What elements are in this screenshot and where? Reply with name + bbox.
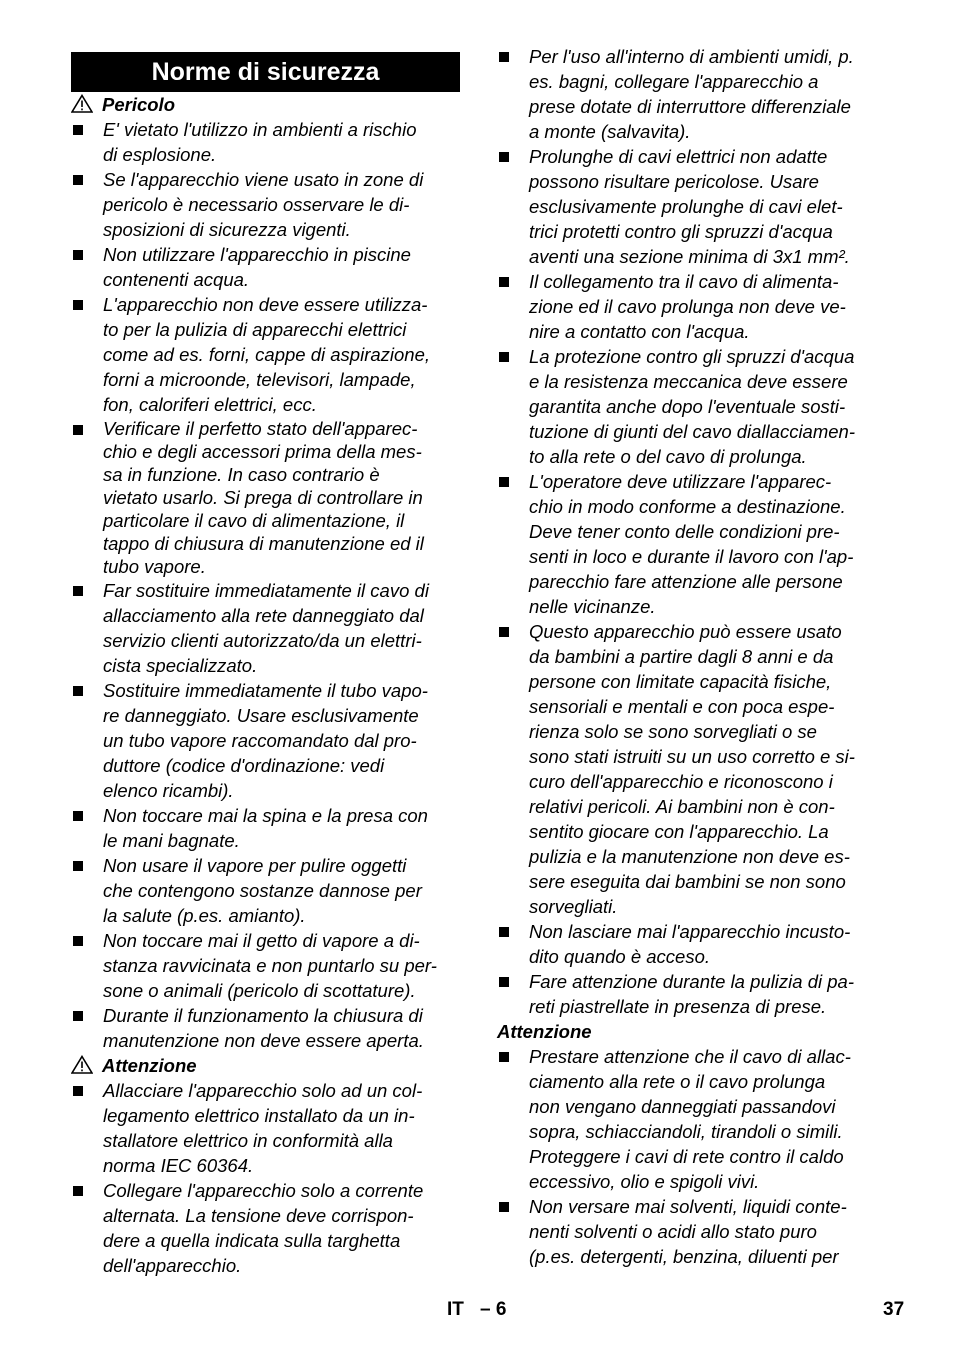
list-item-line: Verificare il perfetto stato dell'apparec- bbox=[103, 418, 418, 439]
square-bullet-icon bbox=[73, 250, 83, 260]
list-item-line: nenti solventi o acidi allo stato puro bbox=[529, 1221, 817, 1242]
list-item-line: E' vietato l'utilizzo in ambienti a rischio bbox=[103, 119, 417, 140]
list-item-line: la salute (p.es. amianto). bbox=[103, 905, 306, 926]
list-item-line: zione ed il cavo prolunga non deve ve- bbox=[529, 296, 846, 317]
list-item-line: Proteggere i cavi di rete contro il caldo bbox=[529, 1146, 844, 1167]
list-item-line: non vengano danneggiati passandovi bbox=[529, 1096, 836, 1117]
list-item-line: Per l'uso all'interno di ambienti umidi, p. bbox=[529, 46, 854, 67]
list-item bbox=[497, 144, 889, 269]
list-item-line: Durante il funzionamento la chiusura di bbox=[103, 1005, 423, 1026]
pericolo-list bbox=[71, 117, 460, 1053]
list-item bbox=[497, 1044, 889, 1194]
square-bullet-icon bbox=[499, 1202, 509, 1212]
list-item-line: e la resistenza meccanica deve essere bbox=[529, 371, 848, 392]
list-item-line: eccessivo, olio e spigoli vivi. bbox=[529, 1171, 760, 1192]
list-item-line: Prestare attenzione che il cavo di allac- bbox=[529, 1046, 851, 1067]
square-bullet-icon bbox=[73, 300, 83, 310]
warning-triangle-icon bbox=[71, 1055, 93, 1074]
list-item-line: senti in loco e durante il lavoro con l'ap- bbox=[529, 546, 854, 567]
list-item bbox=[71, 1003, 460, 1053]
list-item-line: a monte (salvavita). bbox=[529, 121, 691, 142]
list-item bbox=[71, 417, 460, 578]
list-item-line: La protezione contro gli spruzzi d'acqua bbox=[529, 346, 855, 367]
warning-triangle-icon bbox=[71, 94, 93, 113]
list-item-line: fon, caloriferi elettrici, ecc. bbox=[103, 394, 317, 415]
list-item-line: Non usare il vapore per pulire oggetti bbox=[103, 855, 407, 876]
list-item-line: reti piastrellate in presenza di prese. bbox=[529, 996, 827, 1017]
attenzione-list-left bbox=[71, 1078, 460, 1278]
square-bullet-icon bbox=[499, 927, 509, 937]
list-item-line: es. bagni, collegare l'apparecchio a bbox=[529, 71, 819, 92]
list-item bbox=[71, 928, 460, 1003]
list-item-line: sposizioni di sicurezza vigenti. bbox=[103, 219, 351, 240]
list-item bbox=[71, 1078, 460, 1178]
attenzione-list-right bbox=[497, 1044, 889, 1269]
list-item-line: possono risultare pericolose. Usare bbox=[529, 171, 819, 192]
list-item-line: come ad es. forni, cappe di aspirazione, bbox=[103, 344, 431, 365]
list-item-line: relativi pericoli. Ai bambini non è con- bbox=[529, 796, 835, 817]
list-item-line: pulizia e la manutenzione non deve es- bbox=[529, 846, 850, 867]
pericolo-label: Pericolo bbox=[102, 94, 175, 115]
square-bullet-icon bbox=[499, 152, 509, 162]
list-item-line: di esplosione. bbox=[103, 144, 217, 165]
list-item-line: Deve tener conto delle condizioni pre- bbox=[529, 521, 840, 542]
square-bullet-icon bbox=[499, 277, 509, 287]
list-item-line: re danneggiato. Usare esclusivamente bbox=[103, 705, 419, 726]
list-item-line: pericolo è necessario osservare le di- bbox=[103, 194, 410, 215]
square-bullet-icon bbox=[73, 125, 83, 135]
safety-list-right bbox=[497, 44, 889, 1019]
list-item-line: alternata. La tensione deve corrispon- bbox=[103, 1205, 414, 1226]
list-item-line: stanza ravvicinata e non puntarlo su per- bbox=[103, 955, 437, 976]
list-item-line: sentito giocare con l'apparecchio. La bbox=[529, 821, 829, 842]
list-item-line: rienza solo se sono sorvegliati o se bbox=[529, 721, 817, 742]
square-bullet-icon bbox=[73, 861, 83, 871]
list-item-line: sorvegliati. bbox=[529, 896, 618, 917]
list-item-line: le mani bagnate. bbox=[103, 830, 240, 851]
list-item bbox=[497, 619, 889, 919]
list-item-line: sopra, schiacciandoli, tirandoli o simili. bbox=[529, 1121, 843, 1142]
square-bullet-icon bbox=[499, 52, 509, 62]
list-item-line: Fare attenzione durante la pulizia di pa- bbox=[529, 971, 854, 992]
list-item-line: Prolunghe di cavi elettrici non adatte bbox=[529, 146, 828, 167]
square-bullet-icon bbox=[73, 586, 83, 596]
list-item-line: aventi una sezione minima di 3x1 mm². bbox=[529, 246, 850, 267]
list-item-line: allacciamento alla rete danneggiato dal bbox=[103, 605, 424, 626]
list-item-line: nelle vicinanze. bbox=[529, 596, 656, 617]
list-item-line: Collegare l'apparecchio solo a corrente bbox=[103, 1180, 424, 1201]
list-item-line: Non versare mai solventi, liquidi conte- bbox=[529, 1196, 847, 1217]
list-item-line: da bambini a partire dagli 8 anni e da bbox=[529, 646, 834, 667]
list-item bbox=[71, 803, 460, 853]
list-item-line: to per la pulizia di apparecchi elettrici bbox=[103, 319, 407, 340]
list-item-line: elenco ricambi). bbox=[103, 780, 234, 801]
square-bullet-icon bbox=[73, 1086, 83, 1096]
list-item-line: dell'apparecchio. bbox=[103, 1255, 242, 1276]
footer-language: IT bbox=[447, 1299, 464, 1320]
list-item-line: esclusivamente prolunghe di cavi elet- bbox=[529, 196, 843, 217]
attenzione-heading-left bbox=[71, 1053, 460, 1078]
square-bullet-icon bbox=[499, 352, 509, 362]
list-item bbox=[497, 469, 889, 619]
square-bullet-icon bbox=[73, 1186, 83, 1196]
square-bullet-icon bbox=[73, 686, 83, 696]
left-column bbox=[71, 44, 460, 1278]
list-item-line: stallatore elettrico in conformità alla bbox=[103, 1130, 393, 1151]
list-item bbox=[497, 969, 889, 1019]
attenzione-heading-right: Attenzione bbox=[497, 1021, 592, 1042]
footer-page-number: 37 bbox=[883, 1299, 905, 1320]
list-item-line: (p.es. detergenti, benzina, diluenti per bbox=[529, 1246, 839, 1267]
list-item-line: norma IEC 60364. bbox=[103, 1155, 254, 1176]
list-item-line: chio in modo conforme a destinazione. bbox=[529, 496, 846, 517]
list-item-line: contenenti acqua. bbox=[103, 269, 250, 290]
square-bullet-icon bbox=[73, 175, 83, 185]
list-item-line: Non lasciare mai l'apparecchio incusto- bbox=[529, 921, 851, 942]
list-item-line: L'operatore deve utilizzare l'apparec- bbox=[529, 471, 832, 492]
list-item-line: garantita anche dopo l'eventuale sosti- bbox=[529, 396, 846, 417]
list-item-line: Non toccare mai la spina e la presa con bbox=[103, 805, 428, 826]
list-item bbox=[497, 1194, 889, 1269]
right-column bbox=[497, 44, 889, 1269]
list-item-line: particolare il cavo di alimentazione, il bbox=[103, 510, 405, 531]
list-item-line: vietato usarlo. Si prega di controllare in bbox=[103, 487, 423, 508]
list-item bbox=[497, 919, 889, 969]
list-item-line: legamento elettrico installato da un in- bbox=[103, 1105, 415, 1126]
list-item-line: cista specializzato. bbox=[103, 655, 258, 676]
list-item-line: parecchio fare attenzione alle persone bbox=[529, 571, 843, 592]
square-bullet-icon bbox=[499, 477, 509, 487]
list-item-line: dere a quella indicata sulla targhetta bbox=[103, 1230, 401, 1251]
list-item-line: sensoriali e mentali e con poca espe- bbox=[529, 696, 835, 717]
list-item-line: Se l'apparecchio viene usato in zone di bbox=[103, 169, 424, 190]
list-item-line: sone o animali (pericolo di scottature). bbox=[103, 980, 416, 1001]
list-item bbox=[71, 292, 460, 417]
square-bullet-icon bbox=[73, 1011, 83, 1021]
list-item-line: Allacciare l'apparecchio solo ad un col- bbox=[103, 1080, 423, 1101]
list-item-line: Questo apparecchio può essere usato bbox=[529, 621, 842, 642]
list-item-line: to alla rete o del cavo di prolunga. bbox=[529, 446, 807, 467]
list-item bbox=[71, 678, 460, 803]
list-item-line: tappo di chiusura di manutenzione ed il bbox=[103, 533, 424, 554]
attenzione-label: Attenzione bbox=[102, 1055, 197, 1076]
list-item-line: Il collegamento tra il cavo di alimenta- bbox=[529, 271, 839, 292]
list-item bbox=[71, 1178, 460, 1278]
square-bullet-icon bbox=[499, 977, 509, 987]
square-bullet-icon bbox=[499, 1052, 509, 1062]
list-item bbox=[71, 578, 460, 678]
list-item-line: Far sostituire immediatamente il cavo di bbox=[103, 580, 429, 601]
list-item-line: dito quando è acceso. bbox=[529, 946, 711, 967]
list-item-line: tuzione di giunti del cavo diallacciamen- bbox=[529, 421, 855, 442]
list-item-line: duttore (codice d'ordinazione: vedi bbox=[103, 755, 385, 776]
square-bullet-icon bbox=[73, 811, 83, 821]
pericolo-heading bbox=[71, 92, 460, 117]
list-item-line: tubo vapore. bbox=[103, 556, 206, 577]
list-item bbox=[497, 44, 889, 144]
square-bullet-icon bbox=[499, 627, 509, 637]
list-item bbox=[71, 853, 460, 928]
section-title: Norme di sicurezza bbox=[71, 52, 460, 92]
list-item-line: sere eseguita dai bambini se non sono bbox=[529, 871, 846, 892]
list-item bbox=[71, 167, 460, 242]
list-item bbox=[497, 344, 889, 469]
list-item-line: L'apparecchio non deve essere utilizza- bbox=[103, 294, 428, 315]
list-item-line: ciamento alla rete o il cavo prolunga bbox=[529, 1071, 826, 1092]
list-item bbox=[71, 242, 460, 292]
list-item bbox=[71, 117, 460, 167]
list-item-line: trici protetti contro gli spruzzi d'acqua bbox=[529, 221, 833, 242]
list-item-line: nire a contatto con l'acqua. bbox=[529, 321, 750, 342]
list-item-line: sono stati istruiti su un uso corretto e si- bbox=[529, 746, 855, 767]
list-item-line: chio e degli accessori prima della mes- bbox=[103, 441, 422, 462]
list-item-line: persone con limitate capacità fisiche, bbox=[529, 671, 832, 692]
footer-section-page: – 6 bbox=[480, 1299, 507, 1320]
list-item-line: Sostituire immediatamente il tubo vapo- bbox=[103, 680, 428, 701]
list-item-line: che contengono sostanze dannose per bbox=[103, 880, 422, 901]
list-item-line: prese dotate di interruttore differenziale bbox=[529, 96, 851, 117]
list-item bbox=[497, 269, 889, 344]
list-item-line: manutenzione non deve essere aperta. bbox=[103, 1030, 424, 1051]
list-item-line: forni a microonde, televisori, lampade, bbox=[103, 369, 416, 390]
list-item-line: sa in funzione. In caso contrario è bbox=[103, 464, 380, 485]
square-bullet-icon bbox=[73, 425, 83, 435]
list-item-line: Non utilizzare l'apparecchio in piscine bbox=[103, 244, 411, 265]
square-bullet-icon bbox=[73, 936, 83, 946]
list-item-line: servizio clienti autorizzato/da un elettri- bbox=[103, 630, 422, 651]
list-item-line: un tubo vapore raccomandato dal pro- bbox=[103, 730, 417, 751]
list-item-line: curo dell'apparecchio e riconoscono i bbox=[529, 771, 833, 792]
list-item-line: Non toccare mai il getto di vapore a di- bbox=[103, 930, 420, 951]
